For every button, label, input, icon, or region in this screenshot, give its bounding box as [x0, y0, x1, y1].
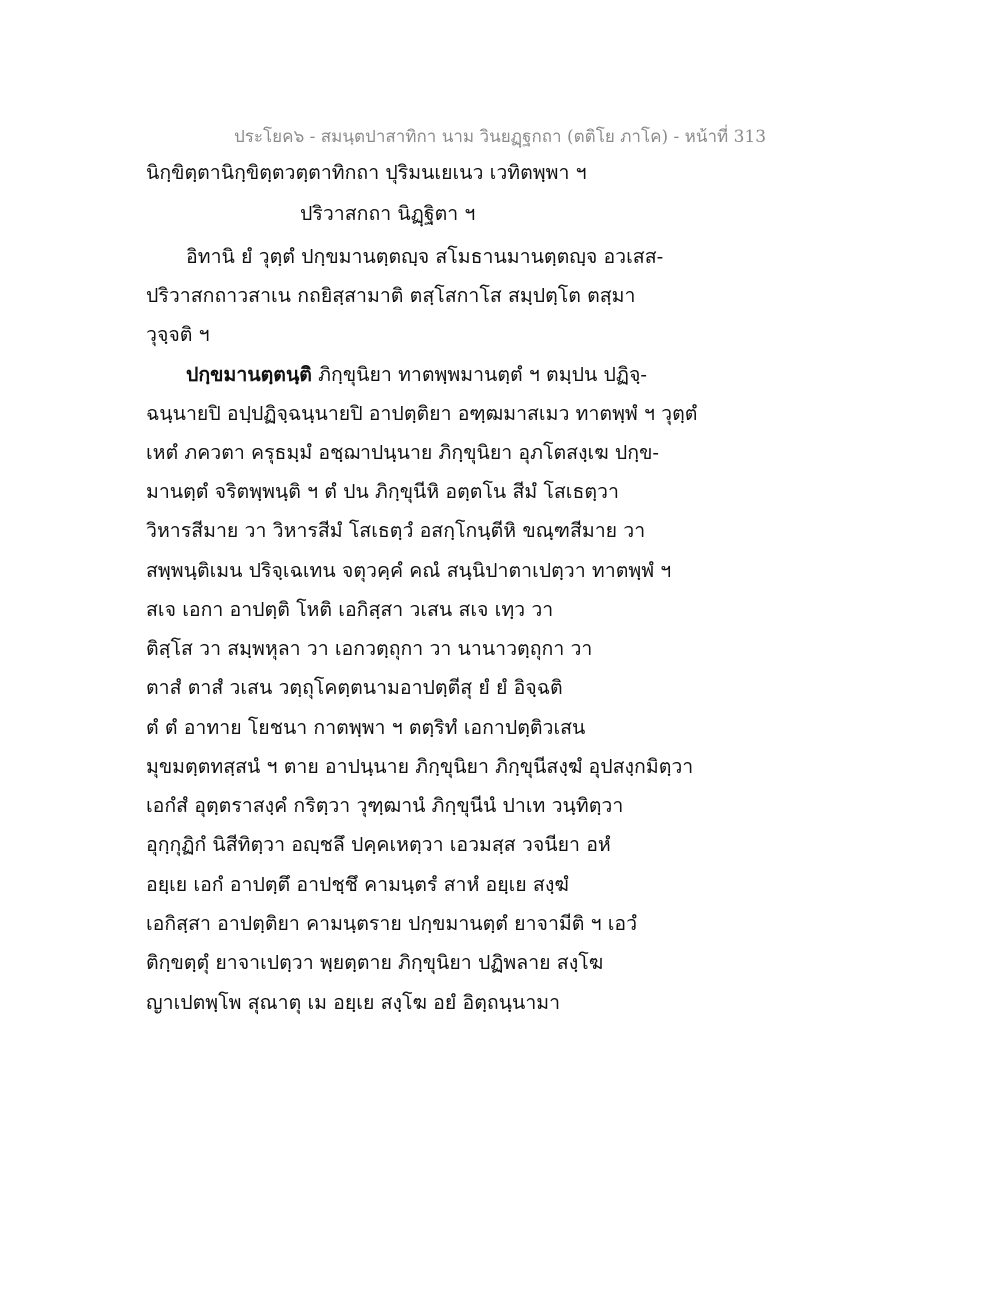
- paragraph-2-line: อยฺเย เอกํ อาปตฺตึ อาปชฺชึ คามนฺตรํ สาหํ อยฺเย สงฺฆํ: [146, 873, 569, 896]
- paragraph-2-line: ติกฺขตฺตุํ ยาจาเปตฺวา พฺยตฺตาย ภิกฺขุนิยา ปฏิพลาย สงฺโฆ: [146, 951, 604, 974]
- paragraph-1-line: ปริวาสกถาวสาเน กถยิสฺสามาติ ตสฺโสกาโส สมฺปตฺโต ตสฺมา: [146, 284, 636, 307]
- paragraph-2-line: อุกฺกุฏิกํ นิสีทิตฺวา อญฺชลึ ปคฺคเหตฺวา เอวมสฺส วจนียา อหํ: [146, 833, 611, 856]
- paragraph-2-line: ตาสํ ตาสํ วเสน วตฺถุโคตฺตนามอาปตฺตีสุ ยํ ยํ อิจฺฉติ: [146, 676, 563, 699]
- paragraph-2-line: วิหารสีมาย วา วิหารสีมํ โสเธตฺวํ อสกฺโกนฺตีหิ ขณฺฑสีมาย วา: [146, 519, 646, 542]
- paragraph-2-line: เอกํสํ อุตฺตราสงฺคํ กริตฺวา วุฑฺฒานํ ภิกฺขุนีนํ ปาเท วนฺทิตฺวา: [146, 794, 624, 817]
- paragraph-2-line: ญาเปตพฺโพ สุณาตุ เม อยฺเย สงฺโฆ อยํ อิตฺถนฺนามา: [146, 991, 561, 1014]
- paragraph-1-line: อิทานิ ยํ วุตฺตํ ปกฺขมานตฺตญฺจ สโมธานมานตฺตญฺจ อวเสส-: [186, 245, 664, 268]
- paragraph-2-heading: ปกฺขมานตฺตนฺติ: [186, 363, 312, 386]
- body-line: นิกฺขิตฺตานิกฺขิตฺตวตฺตาทิกถา ปุริมนเยเนว เวทิตพฺพา ฯ: [146, 161, 587, 184]
- paragraph-2-line: ฉนฺนายปิ อปฺปฏิจฺฉนฺนายปิ อาปตฺติยา อฑฺฒมาสเมว ทาตพฺพํ ฯ วุตฺตํ: [146, 402, 698, 425]
- paragraph-2-line: เหตํ ภควตา ครุธมฺมํ อชฺฌาปนฺนาย ภิกฺขุนิยา อุภโตสงฺเฆ ปกฺข-: [146, 441, 659, 464]
- paragraph-2-first-line: [186, 361, 647, 389]
- section-title: ปริวาสกถา นิฏฺฐิตา ฯ: [300, 202, 476, 225]
- paragraph-2-line: มุขมตฺตทสฺสนํ ฯ ตาย อาปนฺนาย ภิกฺขุนิยา ภิกฺขุนีสงฺฆํ อุปสงฺกมิตฺวา: [146, 755, 694, 778]
- running-header: ประโยค๖ - สมนฺตปาสาทิกา นาม วินยฏฺฐกถา (ตติโย ภาโค) - หน้าที่ 313: [233, 127, 767, 147]
- paragraph-1-line: วุจฺจติ ฯ: [146, 323, 210, 346]
- paragraph-2-line: สเจ เอกา อาปตฺติ โหติ เอกิสฺสา วเสน สเจ เทฺว วา: [146, 598, 554, 621]
- paragraph-2-line: มานตฺตํ จริตพฺพนฺติ ฯ ตํ ปน ภิกฺขุนีหิ อตฺตโน สีมํ โสเธตฺวา: [146, 480, 619, 503]
- paragraph-2-first-text: ภิกฺขุนิยา ทาตพฺพมานตฺตํ ฯ ตมฺปน ปฏิจฺ-: [311, 363, 647, 386]
- paragraph-2-line: เอกิสฺสา อาปตฺติยา คามนฺตราย ปกฺขมานตฺตํ ยาจามีติ ฯ เอวํ: [146, 912, 638, 935]
- paragraph-2-line: ตํ ตํ อาทาย โยชนา กาตพฺพา ฯ ตตฺริทํ เอกาปตฺติวเสน: [146, 716, 586, 739]
- paragraph-2-line: สพฺพนฺติเมน ปริจฺเฉเทน จตุวคฺคํ คณํ สนฺนิปาตาเปตฺวา ทาตพฺพํ ฯ: [146, 559, 672, 582]
- paragraph-2-line: ติสฺโส วา สมฺพหุลา วา เอกวตฺถุกา วา นานาวตฺถุกา วา: [146, 637, 593, 660]
